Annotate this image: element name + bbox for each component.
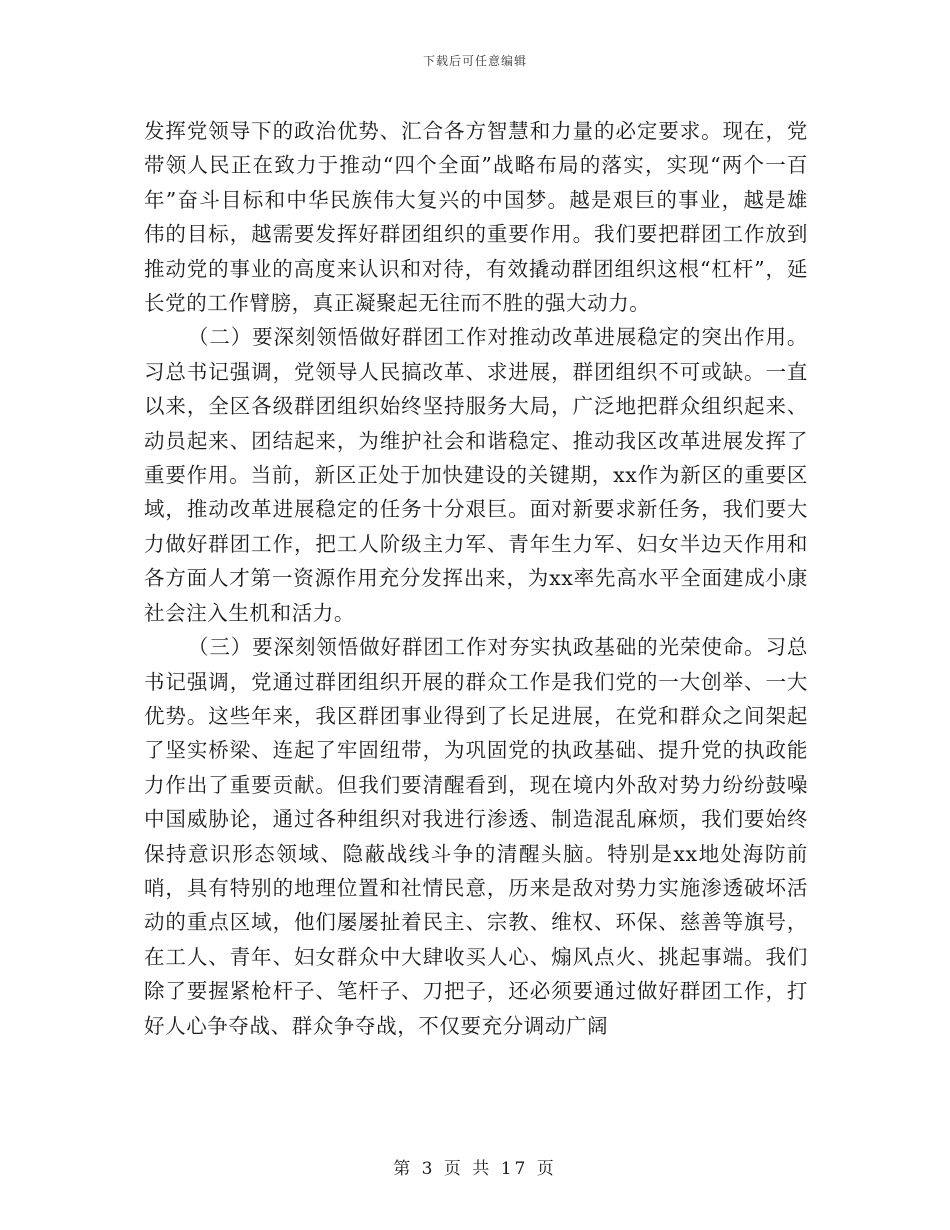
paragraph-2: （二）要深刻领悟做好群团工作对推动改革进展稳定的突出作用。习总书记强调，党领导人民搞改革、求进展，群团组织不可或缺。一直以来，全区各级群团组织始终坚持服务大局，广泛地把群众组织起来、动员起来、团结起来，为维护社会和谐稳定、推动我区改革进展发挥了重要作用。当前，新区正处于加快建设的关键期，xx作为新区的重要区域，推动改革进展稳定的任务十分艰巨。面对新要求新任务，我们要大力做好群团工作，把工人阶级主力军、青年生力军、妇女半边天作用和各方面人才第一资源作用充分发挥出来，为xx率先高水平全面建成小康社会注入生机和活力。 xyxy=(144,325,808,625)
page-header: 下载后可任意编辑 xyxy=(422,54,527,68)
document-body xyxy=(144,114,808,1043)
paragraph-1: 发挥党领导下的政治优势、汇合各方智慧和力量的必定要求。现在，党带领人民正在致力于推动“四个全面”战略布局的落实，实现“两个一百年”奋斗目标和中华民族伟大复兴的中国梦。越是艰巨的事业，越是雄伟的目标，越需要发挥好群团组织的重要作用。我们要把群团工作放到推动党的事业的高度来认识和对待，有效撬动群团组织这根“杠杆”，延长党的工作臂膀，真正凝聚起无往而不胜的强大动力。 xyxy=(144,119,808,316)
paragraph-3: （三）要深刻领悟做好群团工作对夯实执政基础的光荣使命。习总书记强调，党通过群团组织开展的群众工作是我们党的一大创举、一大优势。这些年来，我区群团事业得到了长足进展，在党和群众之间架起了坚实桥梁、连起了牢固纽带，为巩固党的执政基础、提升党的执政能力作出了重要贡献。但我们要清醒看到，现在境内外敌对势力纷纷鼓噪中国威胁论，通过各种组织对我进行渗透、制造混乱麻烦，我们要始终保持意识形态领域、隐蔽战线斗争的清醒头脑。特别是xx地处海防前哨，具有特别的地理位置和社情民意，历来是敌对势力实施渗透破坏活动的重点区域，他们屡屡扯着民主、宗教、维权、环保、慈善等旗号，在工人、青年、妇女群众中大肆收买人心、煽风点火、挑起事端。我们除了要握紧枪杆子、笔杆子、刀把子，还必须要通过做好群团工作，打好人心争夺战、群众争夺战，不仅要充分调动广阔 xyxy=(144,635,808,1038)
page-footer: 第 3 页 共 17 页 xyxy=(393,1159,557,1179)
